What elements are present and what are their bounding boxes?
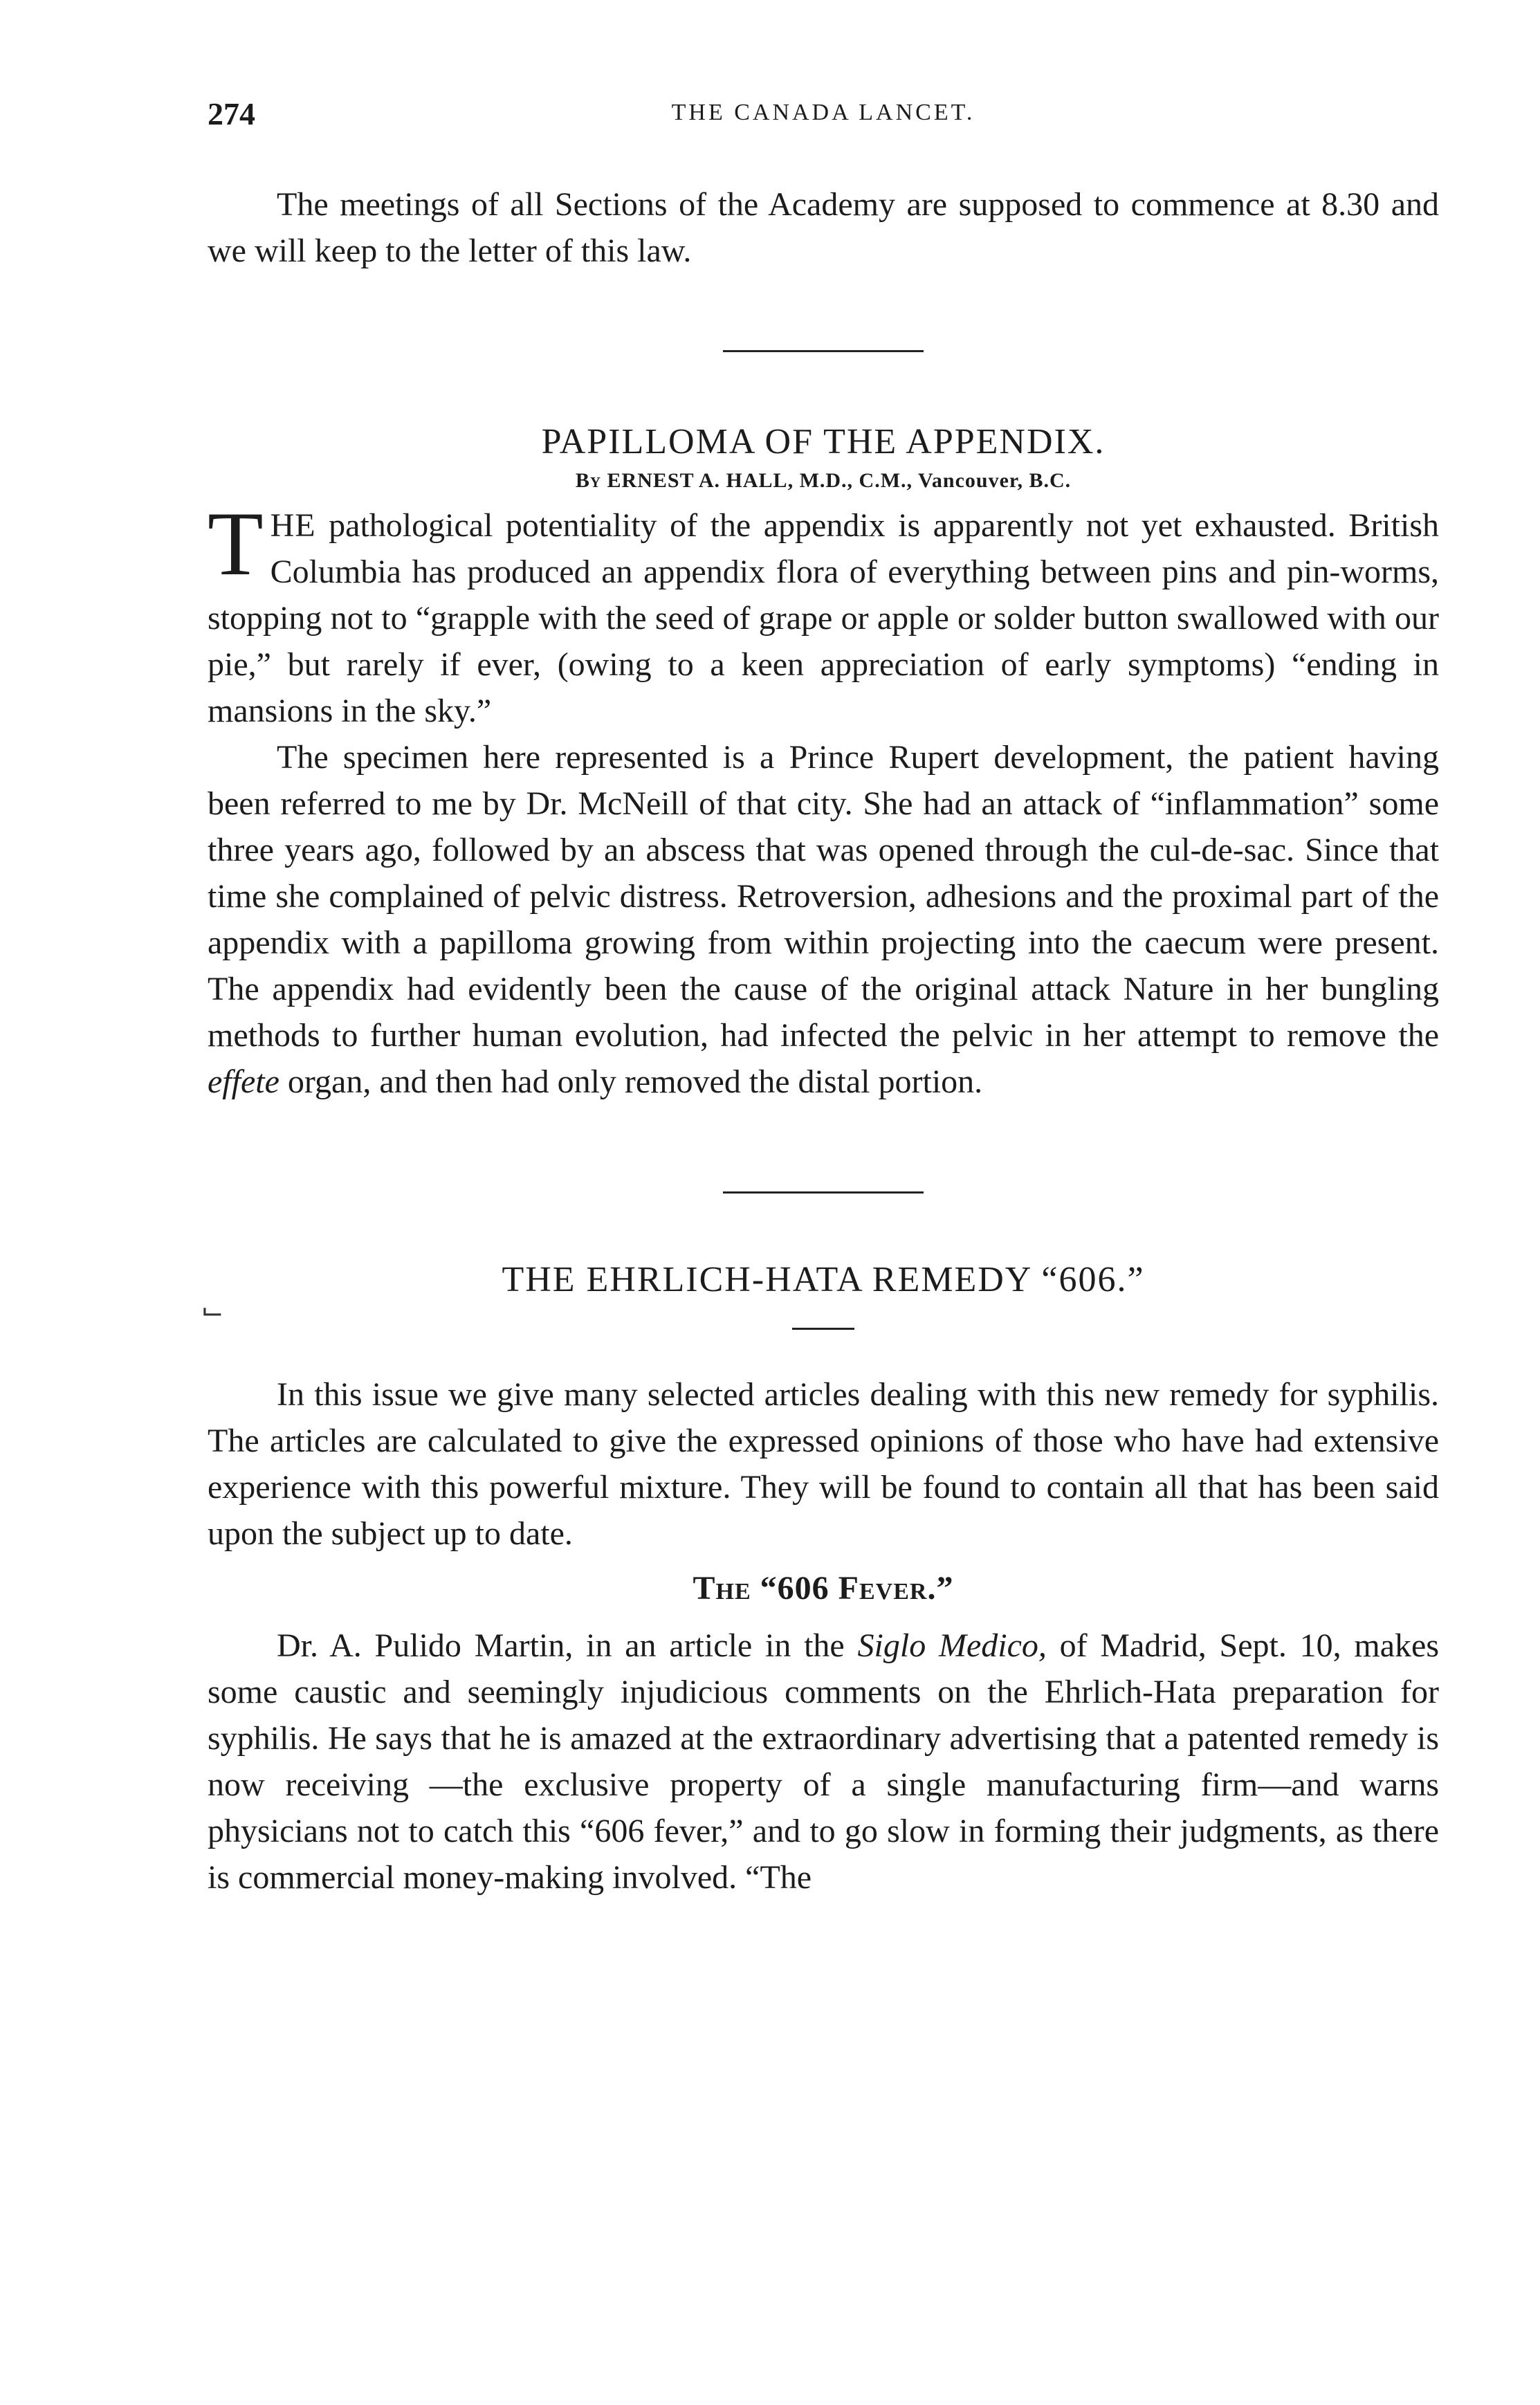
section-divider [723,350,924,352]
italic-term: effete [208,1063,279,1100]
article-title: THE EHRLICH-HATA REMEDY “606.” [502,1260,1145,1299]
byline-place: Vancouver, B.C. [918,469,1072,492]
article-paragraph: In this issue we give many selected articles dealing with this new remedy for syphilis. The articles are calculated to give the expressed opinions of those who have had extensive experience with this powerful mixture. They will be found to contain all that has been said upon the subject up to date. [208,1376,1439,1552]
article-paragraph [208,734,1439,1105]
publication-name: Siglo Medico, [857,1627,1047,1664]
intro-paragraph: The meetings of all Sections of the Academy are supposed to commence at 8.30 and we will keep to the letter of this law. [208,186,1439,269]
running-head [208,95,1439,144]
page-content [208,181,1439,1901]
paragraph-text: Dr. A. Pulido Martin, in an article in the [277,1627,858,1664]
byline-prefix: By [575,469,602,492]
paragraph-text: The specimen here represented is a Prince Rupert development, the patient having been referred to me by Dr. McNeill of that city. She had an attack of “inflammation” some three years ago, followed by an abscess that was opened through the cul-de-sac. Since that time she complained of pelvic distress. Retroversion, adhesions and the proximal part of the appendix with a papilloma growing from within projecting into the caecum were present. The appendix had evidently been the cause of the original attack Nature in her bungling methods to further human evolution, had infected the pelvic in her attempt to remove the [208,739,1439,1054]
byline-author: ERNEST A. HALL, M.D., C.M., [607,469,913,492]
first-word: HE [270,507,316,544]
paragraph-text: of Madrid, Sept. 10, makes some caustic and seemingly injudicious comments on the Ehrlich-Hata preparation for syphilis. He says that he is amazed at the extraordinary advertising that a patented remedy is now receiving —the exclusive property of a single manufacturing firm—and warns physicians not to catch this “606 fever,” and to go slow in forming their judgments, as there is commercial money-making involved. “The [208,1627,1440,1896]
drop-cap: T [208,493,264,594]
scan-mark: ⌙ [201,1295,224,1326]
article-title: PAPILLOMA OF THE APPENDIX. [541,422,1106,461]
article-subheading: The “606 Fever.” [693,1570,954,1607]
paragraph-text: pathological potentiality of the appendix is apparently not yet exhausted. British Columbia has produced an appendix flora of everything between pins and pin-worms, stopping not to “grapple with the seed of grape or apple or solder button swallowed with our pie,” but rarely if ever, (owing to a keen appreciation of early symptoms) “ending in mansions in the sky.” [208,507,1439,729]
page-number: 274 [208,96,255,131]
title-rule [792,1328,854,1330]
article-byline [208,469,1439,493]
article-paragraph [208,493,1439,734]
paragraph-text: organ, and then had only removed the distal portion. [279,1063,983,1100]
journal-title: THE CANADA LANCET. [671,100,975,125]
article-paragraph [208,1622,1439,1901]
section-divider [723,1191,924,1194]
